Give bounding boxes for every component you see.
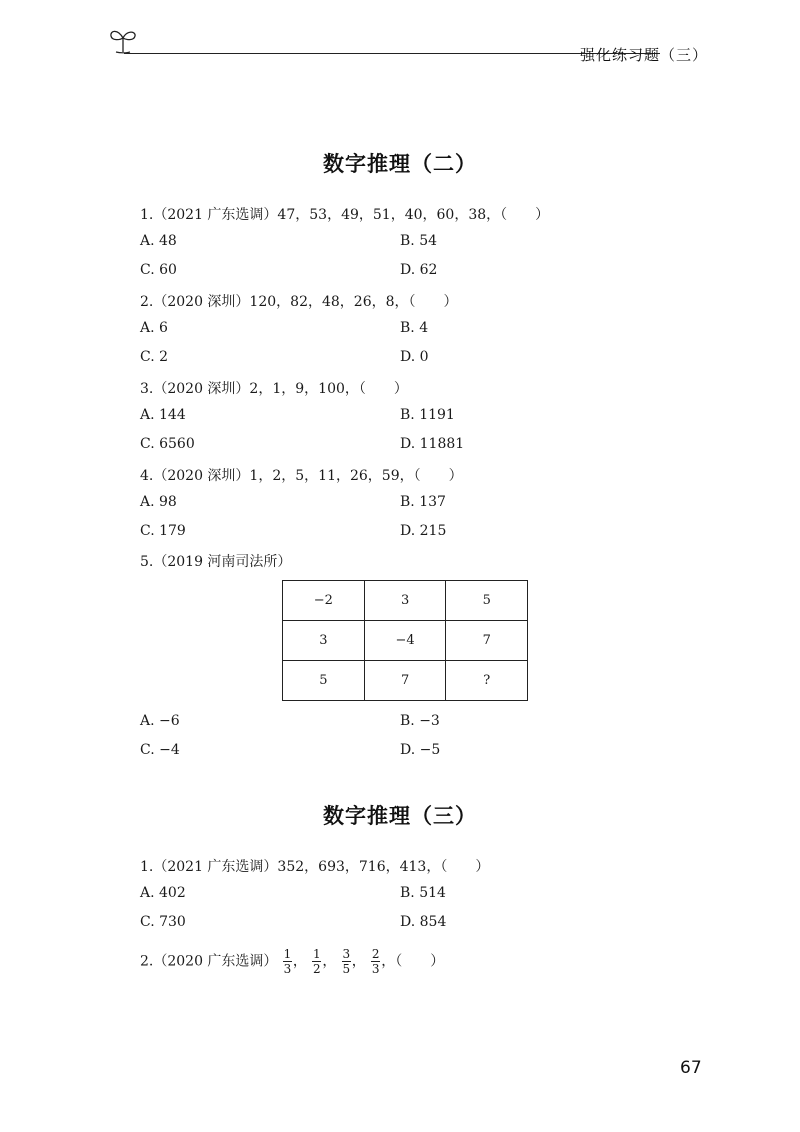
fraction-denominator: 2 — [313, 962, 321, 976]
fraction — [312, 948, 321, 975]
answer-blank: （ ） — [395, 953, 445, 970]
grid-cell: 7 — [364, 661, 446, 701]
fraction — [371, 948, 380, 975]
grid-cell: −4 — [364, 621, 446, 661]
question-5-option-d: D. −5 — [400, 742, 441, 758]
fraction-denominator: 3 — [371, 962, 380, 976]
question-2-option-c: C. 2 — [140, 349, 169, 365]
sprout-icon — [108, 26, 138, 54]
question-4-stem: 4.（2020 深圳）1，2，5，11，26，59，（ ） — [140, 468, 463, 484]
question-1-option-d: D. 62 — [400, 262, 438, 278]
number-grid — [282, 580, 528, 701]
question-4-option-c: C. 179 — [140, 523, 186, 539]
grid-cell: −2 — [283, 581, 365, 621]
fraction-numerator: 2 — [371, 947, 380, 961]
question-5-option-a: A. −6 — [140, 713, 180, 729]
question-3-option-c: C. 6560 — [140, 436, 195, 452]
section2-question-1-option-a: A. 402 — [140, 885, 186, 901]
fraction-denominator: 3 — [283, 962, 292, 976]
grid-cell: 5 — [446, 581, 528, 621]
question-2-option-a: A. 6 — [140, 320, 168, 336]
grid-cell: ? — [446, 661, 528, 701]
fraction-denominator: 5 — [342, 962, 351, 976]
question-3-option-a: A. 144 — [140, 407, 186, 423]
question-3-option-d: D. 11881 — [400, 436, 465, 452]
question-5-option-c: C. −4 — [140, 742, 180, 758]
separator: ， — [351, 953, 366, 970]
header-title: 强化练习题（三） — [579, 46, 708, 64]
grid-cell: 5 — [283, 661, 365, 701]
separator: ， — [381, 953, 396, 970]
fraction-numerator: 1 — [313, 947, 321, 961]
grid-cell: 3 — [364, 581, 446, 621]
separator: ， — [322, 953, 337, 970]
page-header — [108, 26, 708, 66]
fraction — [283, 948, 292, 975]
grid-cell: 3 — [283, 621, 365, 661]
section2-question-1-option-d: D. 854 — [400, 914, 447, 930]
section-title-2: 数字推理（三） — [323, 803, 477, 828]
section2-question-2-stem — [140, 948, 444, 975]
section2-question-1-option-c: C. 730 — [140, 914, 186, 930]
grid-cell: 7 — [446, 621, 528, 661]
question-1-option-c: C. 60 — [140, 262, 177, 278]
question-2-option-d: D. 0 — [400, 349, 429, 365]
question-5-option-b: B. −3 — [400, 713, 440, 729]
question-2-stem: 2.（2020 深圳）120，82，48，26，8，（ ） — [140, 294, 458, 310]
page-number: 67 — [680, 1058, 702, 1078]
section-title-1: 数字推理（二） — [323, 151, 477, 176]
question-4-option-d: D. 215 — [400, 523, 447, 539]
question-3-option-b: B. 1191 — [400, 407, 455, 423]
question-4-option-b: B. 137 — [400, 494, 446, 510]
question-1-stem: 1.（2021 广东选调）47，53，49，51，40，60，38，（ ） — [140, 207, 550, 223]
question-5-stem: 5.（2019 河南司法所） — [140, 554, 292, 570]
question-1-option-a: A. 48 — [140, 233, 177, 249]
question-4-option-a: A. 98 — [140, 494, 177, 510]
fraction-numerator: 1 — [283, 947, 292, 961]
fraction — [342, 948, 351, 975]
question-3-stem: 3.（2020 深圳）2，1，9，100，（ ） — [140, 381, 408, 397]
question-1-option-b: B. 54 — [400, 233, 438, 249]
question-2-option-b: B. 4 — [400, 320, 429, 336]
question-prefix: 2.（2020 广东选调） — [140, 953, 278, 970]
separator: ， — [292, 953, 307, 970]
section2-question-1-option-b: B. 514 — [400, 885, 446, 901]
fraction-numerator: 3 — [342, 947, 351, 961]
section2-question-1-stem: 1.（2021 广东选调）352，693，716，413，（ ） — [140, 859, 490, 875]
